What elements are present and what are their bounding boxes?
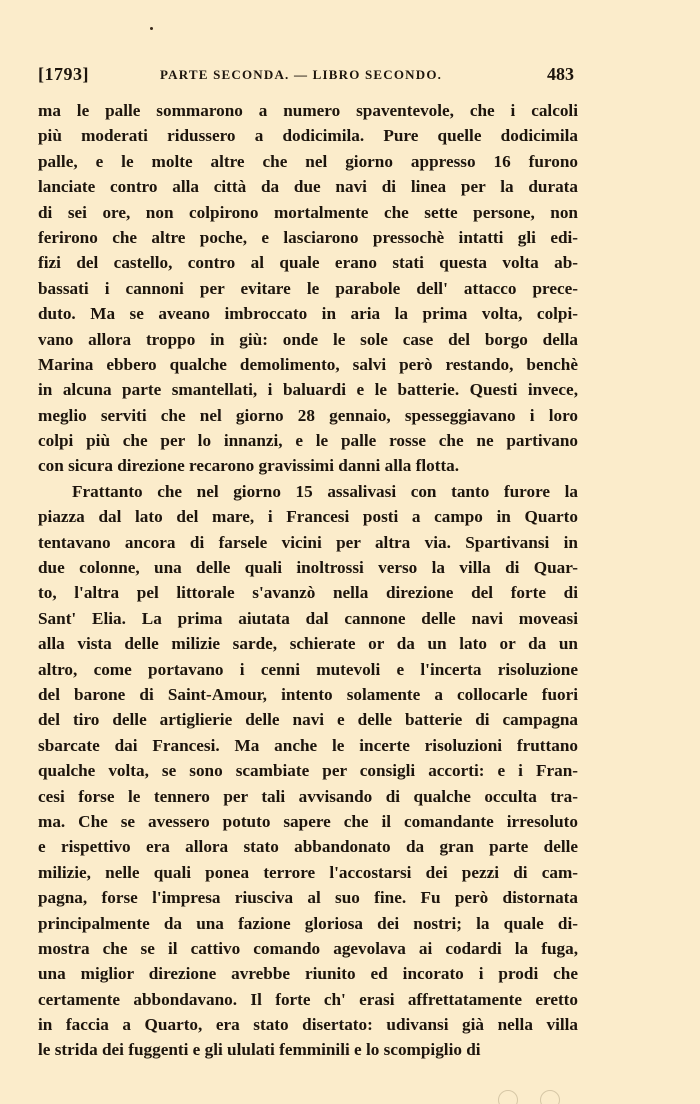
- text-line: mostra che se il cattivo comando agevolava ai codardi la fuga,: [38, 938, 578, 958]
- text-line: vano allora troppo in giù: onde le sole case del borgo della: [38, 329, 578, 349]
- text-line: pagna, forse l'impresa riusciva al suo fine. Fu però distornata: [38, 888, 578, 908]
- text-line: bassati i cannoni per evitare le parabole dell' attacco prece-: [38, 278, 578, 298]
- text-line: e rispettivo era allora stato abbandonato da gran parte delle: [38, 837, 578, 857]
- text-line: duto. Ma se aveano imbroccato in aria la prima volta, colpi-: [38, 304, 578, 324]
- text-line: del barone di Saint-Amour, intento solamente a collocarle fuori: [38, 684, 578, 704]
- text-line: alla vista delle milizie sarde, schierate or da un lato or da un: [38, 634, 578, 654]
- scan-watermark: [498, 1090, 618, 1104]
- text-line: certamente abbondavano. Il forte ch' erasi affrettatamente eretto: [38, 989, 578, 1009]
- text-line: to, l'altra pel littorale s'avanzò nella direzione del forte di: [38, 583, 578, 603]
- text-line: ma le palle sommarono a numero spaventevole, che i calcoli: [38, 101, 578, 120]
- text-line: milizie, nelle quali ponea terrore l'accostarsi dei pezzi di cam-: [38, 862, 578, 882]
- text-line: tentavano ancora di farsele vicini per altra via. Spartivansi in: [38, 532, 578, 552]
- text-line: Marina ebbero qualche demolimento, salvi però restando, benchè: [38, 354, 578, 374]
- text-line: palle, e le molte altre che nel giorno appresso 16 furono: [38, 151, 578, 171]
- body-text: [38, 98, 578, 1063]
- text-line: cesi forse le tennero per tali avvisando di qualche occulta tra-: [38, 786, 578, 806]
- text-line: lanciate contro alla città da due navi di linea per la durata: [38, 177, 578, 197]
- text-line: con sicura direzione recarono gravissimi danni alla flotta.: [38, 456, 460, 476]
- page-number: 483: [547, 64, 574, 84]
- text-line: altro, come portavano i cenni mutevoli e l'incerta risoluzione: [38, 659, 578, 679]
- text-line: una miglior direzione avrebbe riunito ed incorato i prodi che: [38, 964, 578, 984]
- text-line: meglio serviti che nel giorno 28 gennaio, spesseggiavano i loro: [38, 405, 578, 425]
- text-line: Frattanto che nel giorno 15 assalivasi con tanto furore la: [72, 481, 578, 501]
- header-year: [1793]: [38, 64, 89, 84]
- header-title: PARTE SECONDA. — LIBRO SECONDO.: [160, 67, 443, 82]
- text-line: più moderati ridussero a dodicimila. Pure quelle dodicimila: [38, 126, 578, 146]
- text-line: sbarcate dai Francesi. Ma anche le incerte risoluzioni fruttano: [38, 735, 578, 755]
- text-line: di sei ore, non colpirono mortalmente che sette persone, non: [38, 202, 578, 222]
- text-line: ferirono che altre poche, e lasciarono pressochè intatti gli edi-: [38, 227, 578, 247]
- text-line: Sant' Elia. La prima aiutata dal cannone delle navi moveasi: [38, 608, 578, 628]
- text-line: piazza dal lato del mare, i Francesi posti a campo in Quarto: [38, 507, 578, 527]
- text-line: le strida dei fuggenti e gli ululati femminili e lo scompiglio di: [38, 1040, 481, 1060]
- ink-speck: [150, 27, 153, 30]
- text-line: qualche volta, se sono scambiate per consigli accorti: e i Fran-: [38, 761, 578, 781]
- text-line: principalmente da una fazione gloriosa dei nostri; la quale di-: [38, 913, 578, 933]
- text-line: in faccia a Quarto, era stato disertato: udivansi già nella villa: [38, 1015, 578, 1035]
- text-line: colpi più che per lo innanzi, e le palle rosse che ne partivano: [38, 431, 578, 451]
- text-line: ma. Che se avessero potuto sapere che il comandante irresoluto: [38, 811, 578, 831]
- paragraph: [38, 479, 578, 1063]
- running-head: [38, 64, 574, 88]
- text-line: fizi del castello, contro al quale erano stati questa volta ab-: [38, 253, 578, 273]
- text-line: in alcuna parte smantellati, i baluardi e le batterie. Questi invece,: [38, 380, 578, 400]
- text-line: del tiro delle artiglierie delle navi e delle batterie di campagna: [38, 710, 578, 730]
- text-line: due colonne, una delle quali inoltrossi verso la villa di Quar-: [38, 558, 578, 578]
- paragraph: [38, 98, 578, 479]
